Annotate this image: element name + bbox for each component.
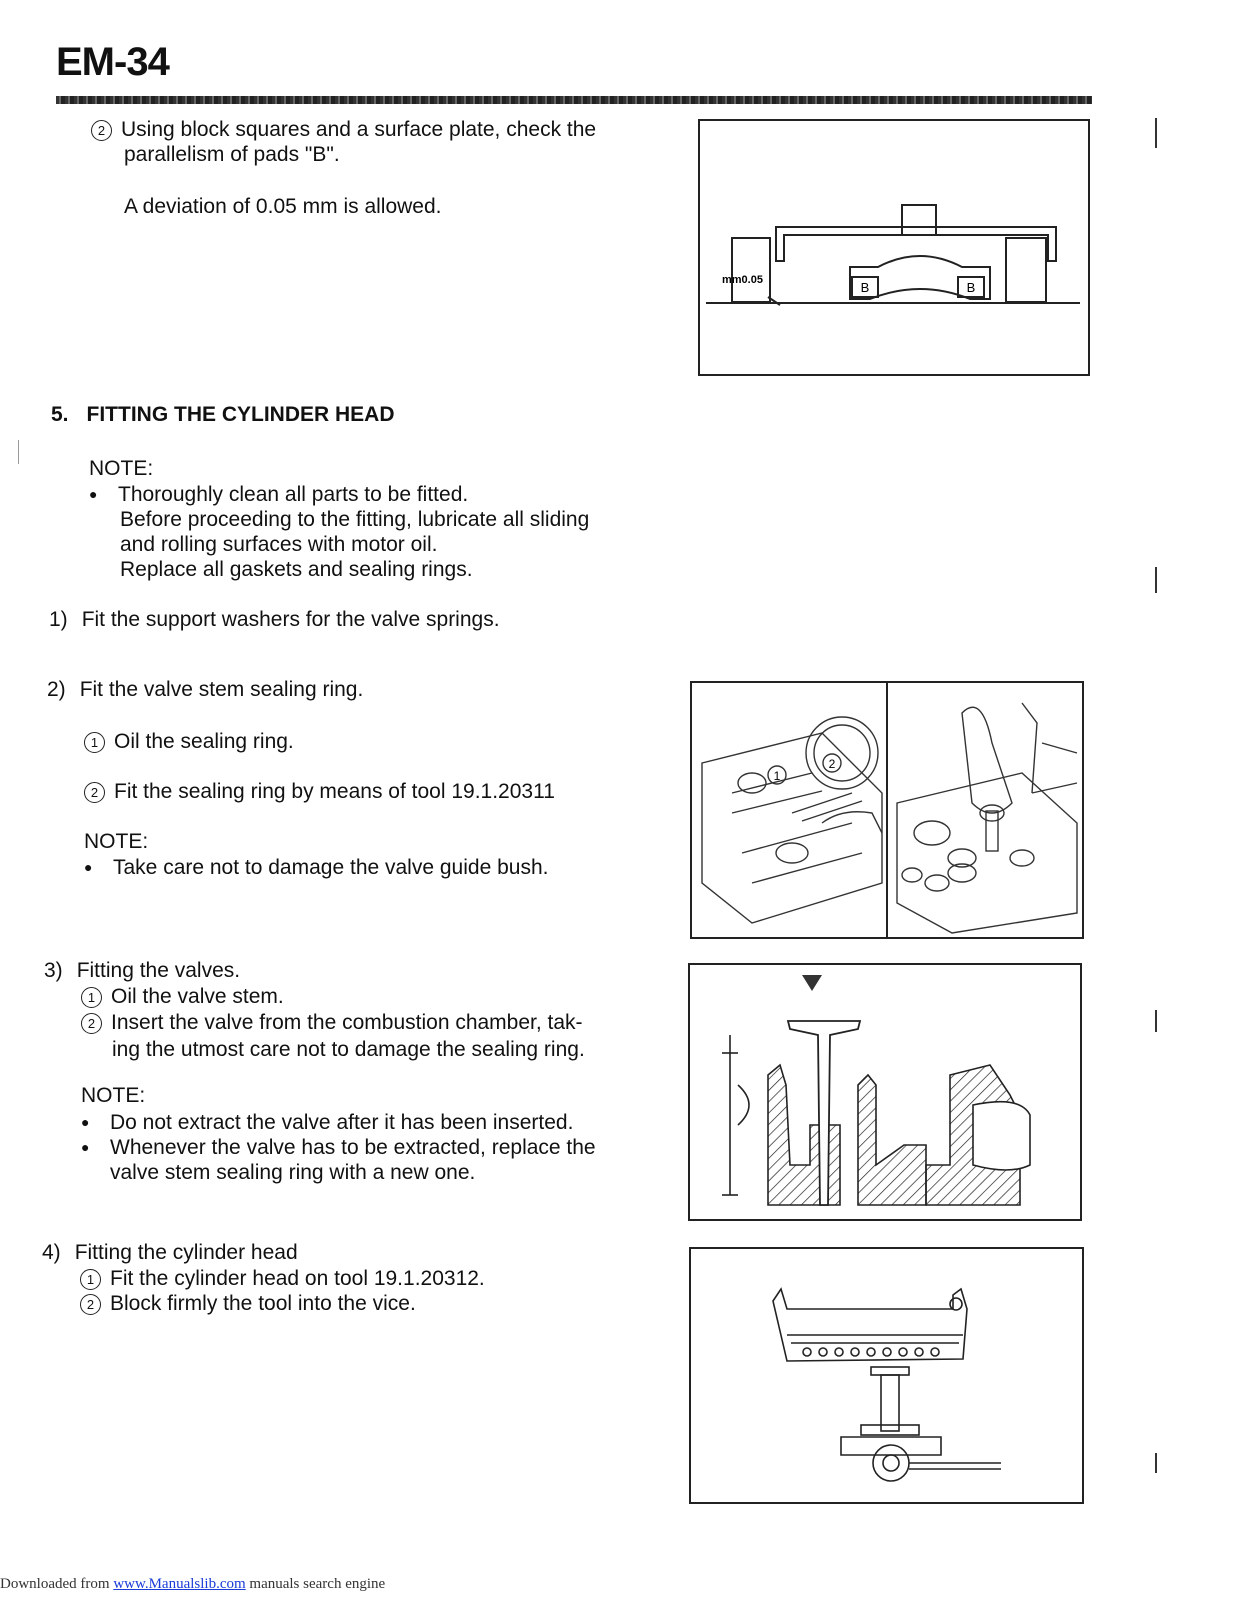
vice-jaw (861, 1425, 919, 1435)
left-panel-drawing (702, 717, 882, 923)
step-3-note-2: ● Whenever the valve has to be extracted, replace the (81, 1136, 596, 1159)
vice-body (841, 1437, 941, 1455)
right-panel-drawing (897, 703, 1077, 933)
tool-plate (871, 1367, 909, 1375)
step-2-note-label: NOTE: (84, 830, 149, 853)
section-title: FITTING THE CYLINDER HEAD (86, 403, 395, 426)
margin-mark (1155, 1453, 1157, 1473)
margin-mark (1155, 118, 1157, 148)
step-3-note-label: NOTE: (81, 1084, 146, 1107)
margin-mark (1155, 1010, 1157, 1032)
header-rule (56, 96, 1092, 104)
figure-cylinder-head-vice (689, 1247, 1084, 1504)
valve-section-diagram (690, 965, 1080, 1219)
parallelism-diagram (700, 121, 1088, 374)
note-line-2: Before proceeding to the fitting, lubricate all sliding (120, 508, 590, 531)
note-label: NOTE: (89, 457, 154, 480)
step-3-sub-2-cont: ing the utmost care not to damage the sealing ring. (112, 1038, 585, 1061)
step-2: 2) Fit the valve stem sealing ring. (47, 678, 364, 701)
step-3-note-1: ● Do not extract the valve after it has been inserted. (81, 1111, 574, 1134)
margin-mark (18, 440, 19, 464)
tool-stem (881, 1375, 899, 1431)
step-4-sub-2: 2 Block firmly the tool into the vice. (80, 1291, 416, 1316)
insert-arrow (802, 975, 822, 991)
cylinder-head-tool-illustration (691, 1249, 1082, 1502)
step-4-sub-1: 1 Fit the cylinder head on tool 19.1.20312. (80, 1266, 485, 1291)
combustion-chamber (973, 1102, 1030, 1170)
step-marker: 2 (91, 120, 112, 141)
note-line-4: Replace all gaskets and sealing rings. (120, 558, 473, 581)
step-1: 1) Fit the support washers for the valve springs. (49, 608, 500, 631)
pad-left-label: B (860, 280, 870, 295)
footer: Downloaded from www.Manualslib.com manuals search engine (0, 1576, 386, 1592)
port-row (803, 1348, 939, 1356)
step-2-note: ● Take care not to damage the valve guide bush. (84, 856, 549, 879)
step-3-sub-2: 2 Insert the valve from the combustion chamber, tak- (81, 1010, 583, 1035)
figure-sealing-ring (690, 681, 1084, 939)
section-heading (51, 402, 395, 427)
margin-mark (1155, 567, 1157, 593)
callout-1: 1 (773, 769, 781, 783)
head-section-middle (858, 1075, 926, 1205)
intro-line-2: parallelism of pads "B". (124, 143, 340, 166)
intro-line-1: 2 Using block squares and a surface plate, check the (91, 117, 596, 142)
block-square-left (732, 238, 770, 302)
step-4: 4) Fitting the cylinder head (42, 1241, 298, 1264)
step-2-sub-2: 2 Fit the sealing ring by means of tool 19.1.20311 (84, 779, 555, 804)
note-line-1: ● Thoroughly clean all parts to be fitted. (89, 483, 469, 506)
step-3: 3) Fitting the valves. (44, 959, 241, 982)
block-square-right (1006, 238, 1046, 302)
figure-parallelism-check (698, 119, 1090, 376)
step-3-note-2-cont: valve stem sealing ring with a new one. (110, 1161, 476, 1184)
sealing-ring-illustration (692, 683, 1082, 937)
bridge-handle (902, 205, 936, 235)
manualslib-link[interactable]: www.Manualslib.com (113, 1576, 246, 1592)
gap-label: mm0.05 (722, 274, 763, 286)
section-number: 5. (51, 403, 69, 426)
note-line-3: and rolling surfaces with motor oil. (120, 533, 438, 556)
vice-spindle (873, 1445, 909, 1481)
deviation-text: A deviation of 0.05 mm is allowed. (124, 195, 442, 218)
step-3-sub-1: 1 Oil the valve stem. (81, 984, 284, 1009)
figure-valve-insertion (688, 963, 1082, 1221)
step-2-sub-1: 1 Oil the sealing ring. (84, 729, 294, 754)
page-number: EM-34 (56, 40, 169, 84)
callout-2: 2 (828, 757, 836, 771)
pad-right-label: B (966, 280, 976, 295)
